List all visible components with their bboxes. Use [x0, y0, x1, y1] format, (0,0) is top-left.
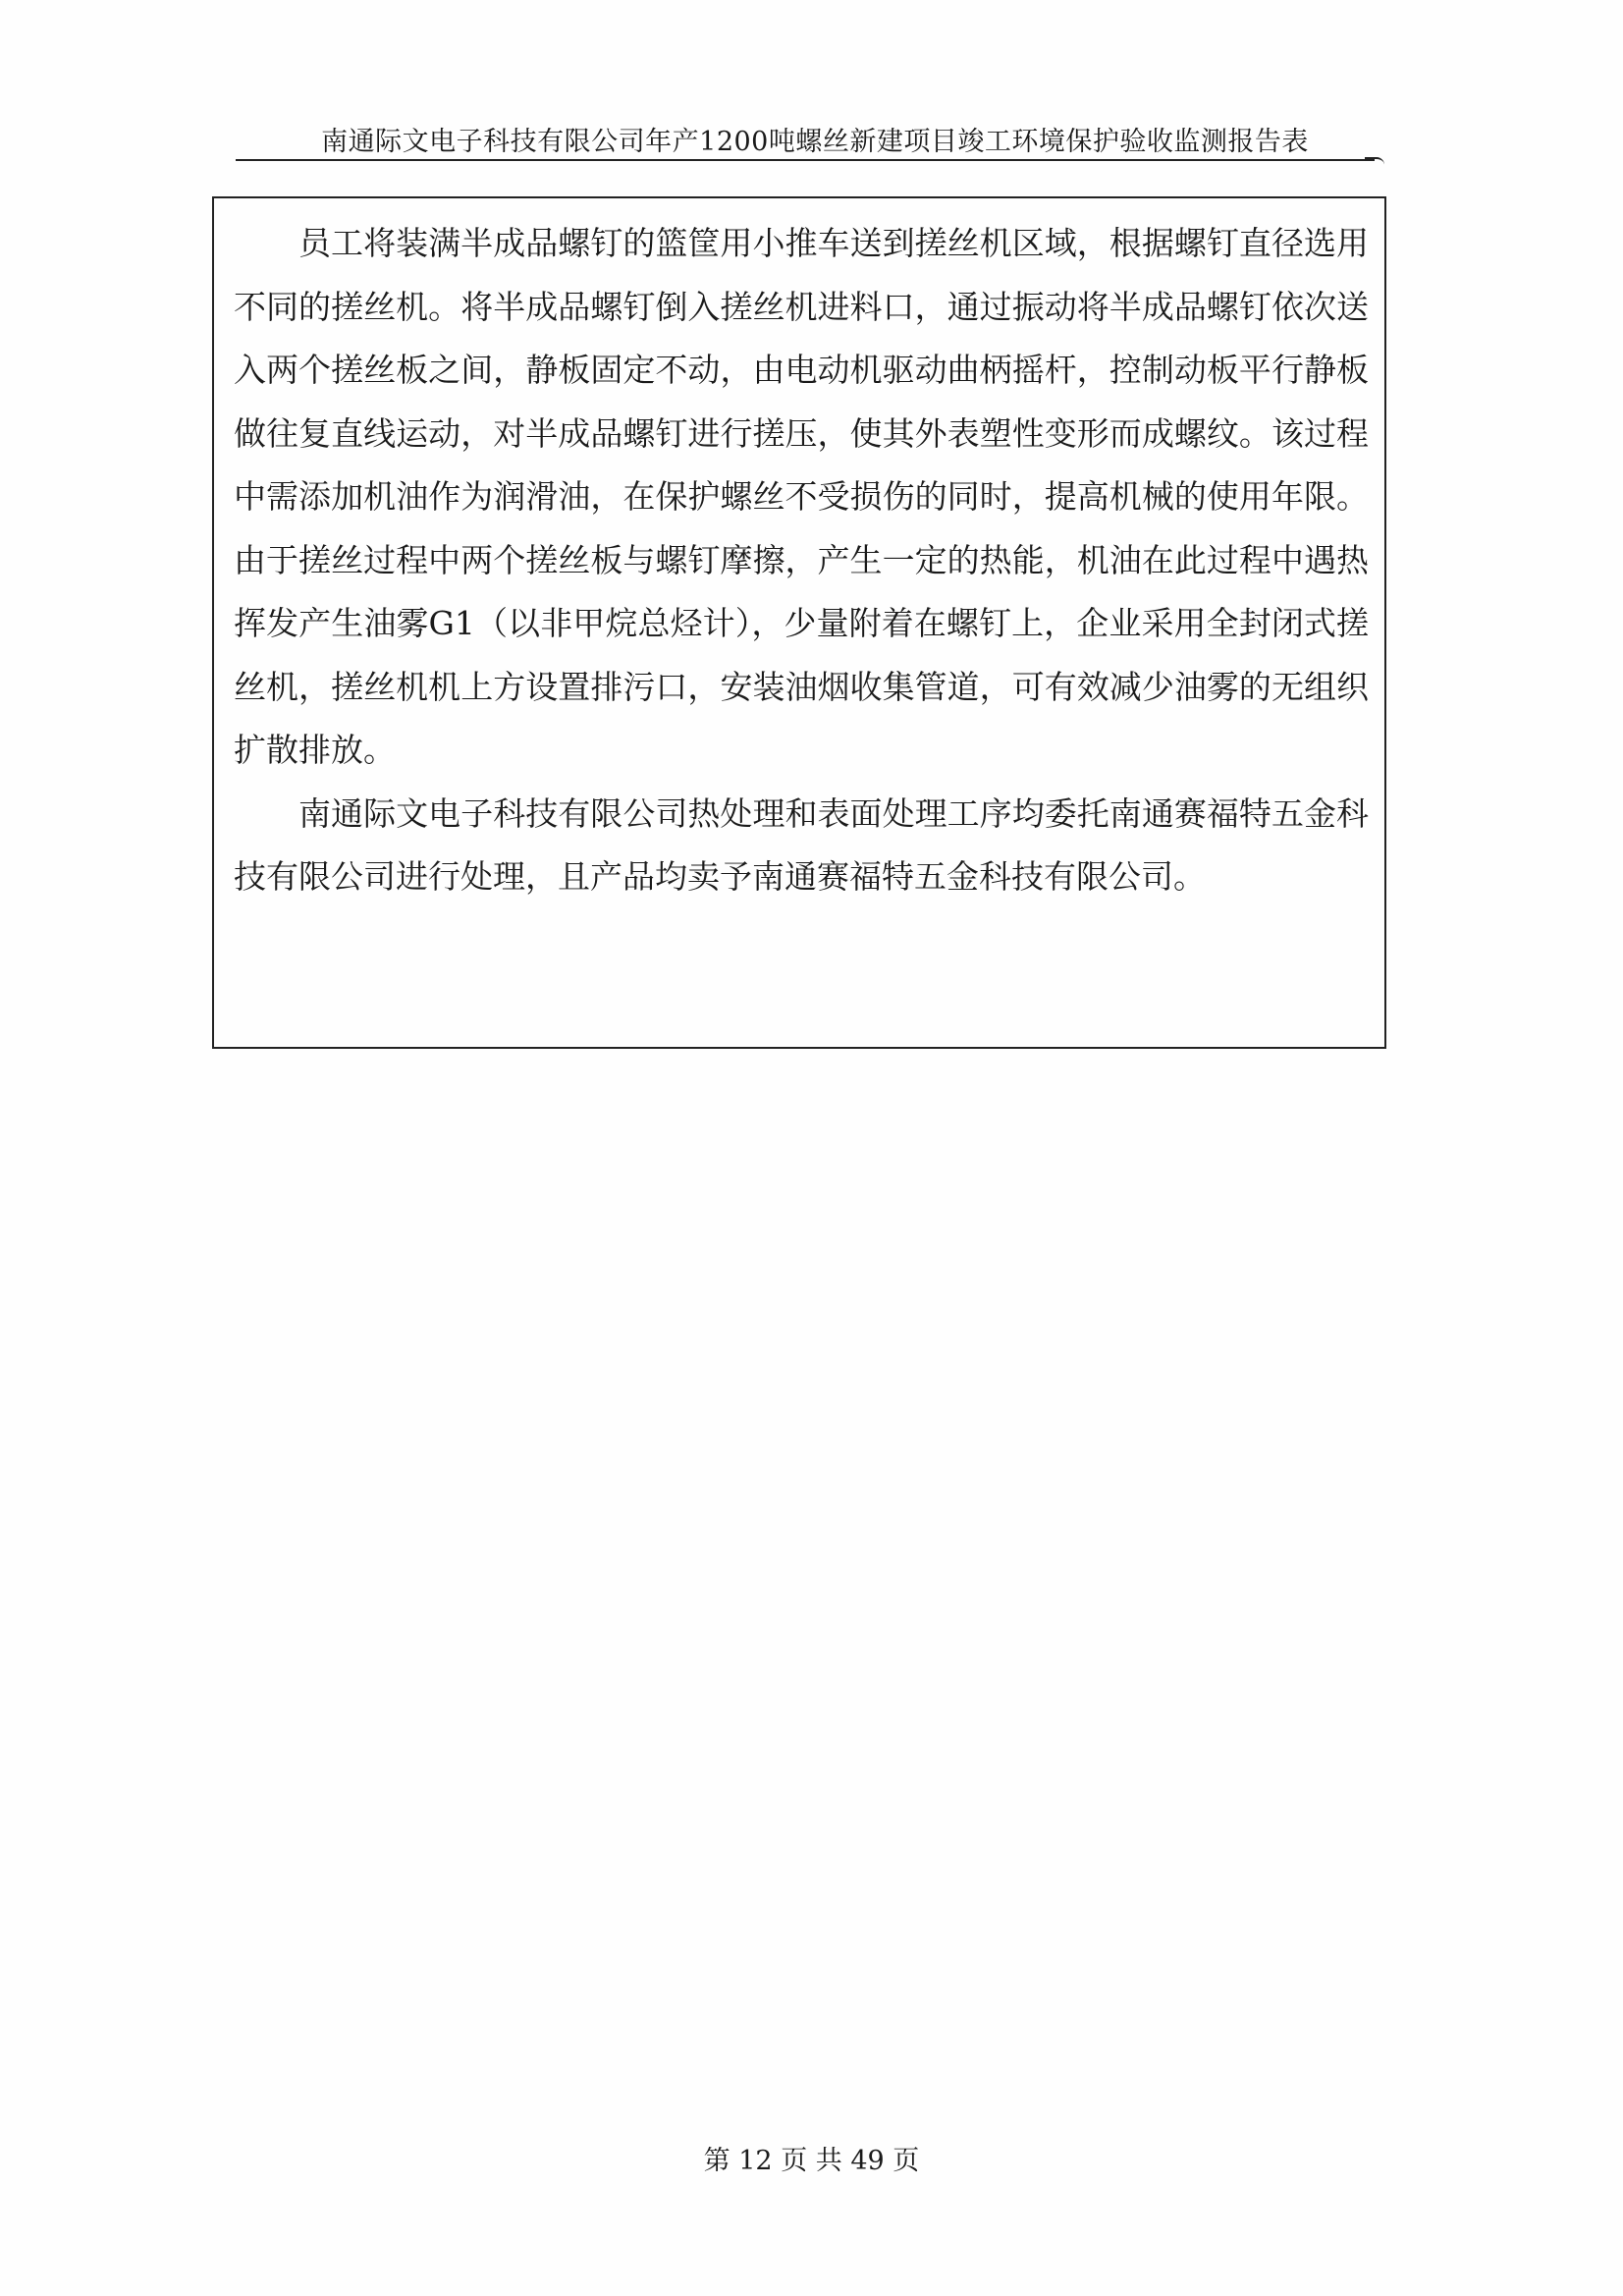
paragraph-outsourcing: 南通际文电子科技有限公司热处理和表面处理工序均委托南通赛福特五金科技有限公司进行处理，且产品均卖予南通赛福特五金科技有限公司。 [234, 793, 1369, 896]
header-divider [236, 159, 1375, 161]
report-header-title: 南通际文电子科技有限公司年产1200吨螺丝新建项目竣工环境保护验收监测报告表 [321, 127, 1309, 157]
content-text [234, 212, 1369, 909]
content-frame [212, 196, 1386, 1049]
header-divider-tail [1365, 157, 1384, 165]
paragraph-rolling-process: 员工将装满半成品螺钉的篮筐用小推车送到搓丝机区域，根据螺钉直径选用不同的搓丝机。将半成品螺钉倒入搓丝机进料口，通过振动将半成品螺钉依次送入两个搓丝板之间，静板固定不动，由电动机驱动曲柄摇杆，控制动板平行静板做往复直线运动，对半成品螺钉进行搓压，使其外表塑性变形而成螺纹。该过程中需添加机油作为润滑油，在保护螺丝不受损伤的同时，提高机械的使用年限。由于搓丝过程中两个搓丝板与螺钉摩擦，产生一定的热能，机油在此过程中遇热挥发产生油雾G1（以非甲烷总烃计），少量附着在螺钉上，企业采用全封闭式搓丝机，搓丝机机上方设置排污口，安装油烟收集管道，可有效减少油雾的无组织扩散排放。 [234, 224, 1369, 769]
page-number: 第 12 页 共 49 页 [703, 2146, 920, 2176]
